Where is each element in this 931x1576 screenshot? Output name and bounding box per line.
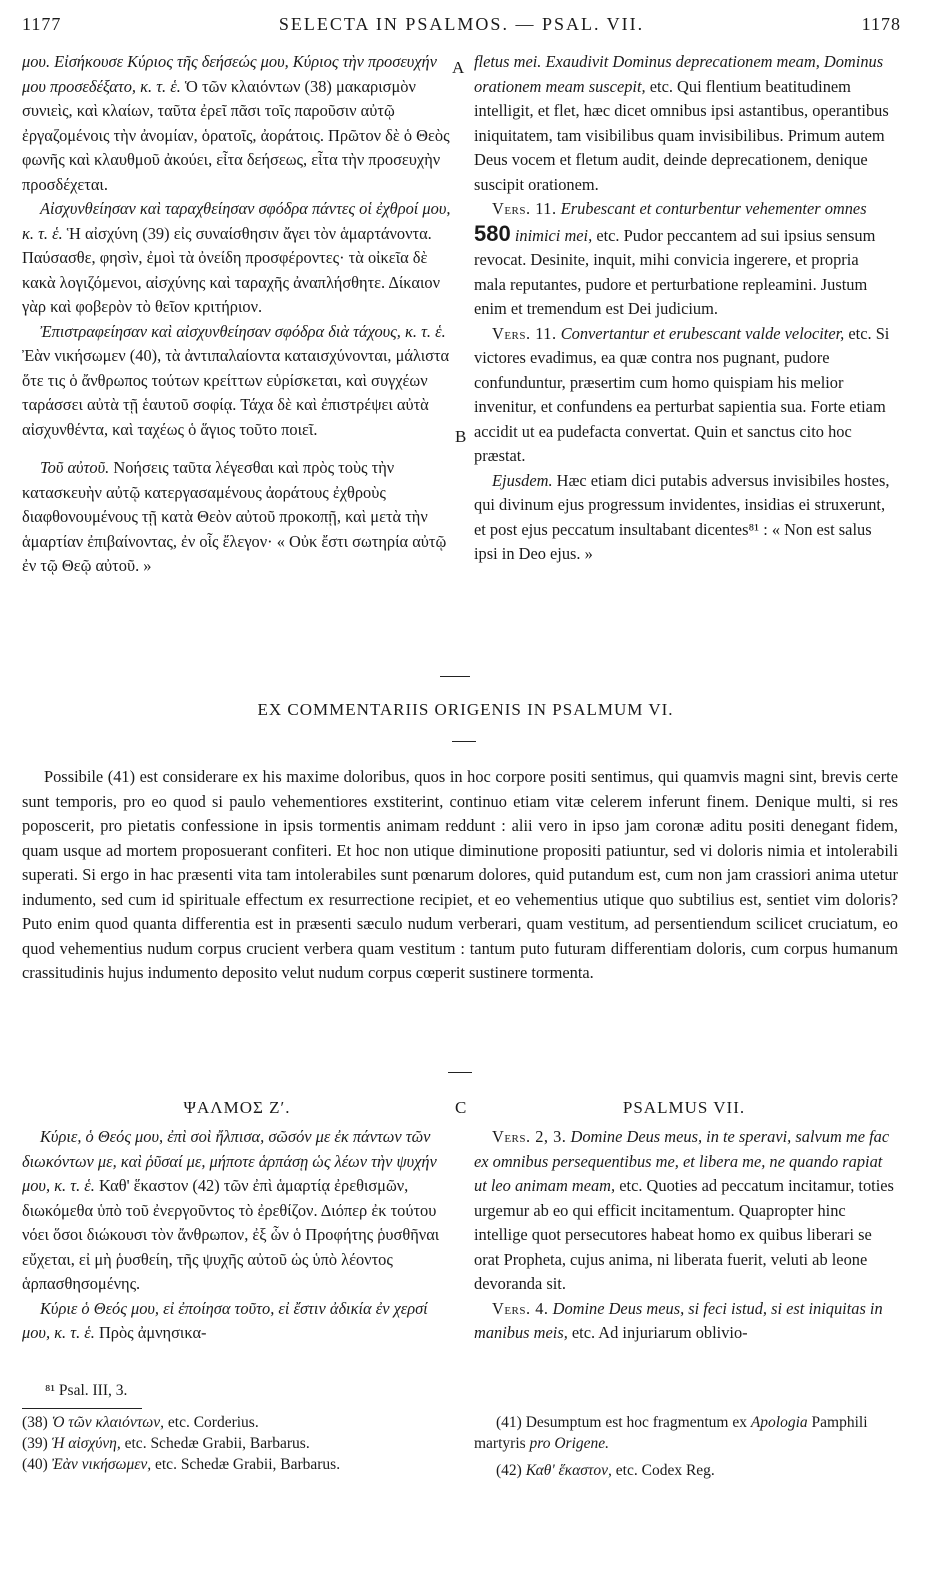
page-number-left: 1177 [22, 14, 62, 34]
latin-paragraph: Vers. 2, 3. Domine Deus meus, in te speravi, salvum me fac ex omnibus persequentibus me, et libera me, ne quando rapiat ut leo animam meam, etc. Quoties ad peccatum incitamur, toties urgemur ab eo qui efficit incitamentum. Quapropter hinc intellige quot persecutores habeat homo ex quibus liberari se orat Propheta, cujus anima, ni liberata fuerit, veluti ab leone devoranda sit. [474, 1127, 894, 1293]
greek-paragraph: Τοῦ αὐτοῦ. Νοήσεις ταῦτα λέγεσθαι καὶ πρὸς τοὺς τὴν κατασκευὴν αὐτῷ κατεργασαμένους ἀοράτους ἐχθροὺς διαφθονουμένους τῇ κατὰ Θεὸν αὐτοῦ προκοπῇ, καὶ μετὰ τὴν ἁμαρτίαν ἐπιβαίνοντας, ἐν οἷς ἔλεγον· « Οὐκ ἔστι σωτηρία αὐτῷ ἐν τῷ Θεῷ αὐτοῦ. » [22, 458, 447, 575]
footnote-42: (42) Καθ' ἕκαστον, etc. Codex Reg. [496, 1462, 715, 1479]
latin-column-top [474, 50, 894, 567]
margin-marker-a: A [452, 58, 465, 77]
latin-paragraph: Vers. 11. Erubescant et conturbentur vehementer omnes 580 inimici mei, etc. Pudor peccantem ad sui ipsius sensum revocat. Desinite, inquit, mihi convicia ingerere, et propria mala reputantes, pudore et perturbatione repleamini. Justum enim et tremendum est Dei judicium. [474, 199, 876, 318]
section-rule [448, 1072, 472, 1073]
page-number-right: 1178 [861, 14, 901, 34]
running-title: SELECTA IN PSALMOS. — PSAL. VII. [278, 14, 645, 34]
commentary-paragraph: Possibile (41) est considerare ex his maxime doloribus, quos in hoc corpore positi sentimus, qui quamvis magni sint, brevis certe sunt temporis, pro eo quod si paulo vehementiores exstiterint, continuo etiam vitæ celerem inferunt finem. Denique multi, si res poposcerit, pro pietatis confessione in ipsis tormentis animam reddunt : alii vero in ipso jam coronæ aditu positi denegant fidem, quam usque ad mortem proposuerant confiteri. Et hoc non utique diminutione propositi patiuntur, sed vi doloris nimia et intolerabili superati. Si ergo in hac præsenti vita tam intolerabiles sunt pœnarum dolores, quid putandum est, cum non jam crassiori anima utetur indumento, sed cum id spirituale effectum ex resurrectione recipiet, et eo vehementius utique quo subtilius est, sentiet vim doloris? Puto enim quod quanta differentia est in præsenti sæculo nudum verberari, quam vestitum, ad persentiendum scilicet cruciatum, eo quod vehementius nudum corpus crucient verbera quam vestitum : tantum puto futuram differentiam doloris, cum corpus humanum crassitudinis hujus indumento deposito velut nudum corpus cœperit sustinere tormenta. [22, 767, 898, 982]
margin-marker-b: B [455, 427, 467, 446]
footnote-40: (40) Ἐὰν νικήσωμεν, etc. Schedæ Grabii, Barbarus. [22, 1456, 341, 1473]
greek-column-bottom [22, 1125, 452, 1346]
verse-ref: Vers. 11. [492, 199, 557, 218]
latin-paragraph: Vers. 4. Domine Deus meus, si feci istud, si est iniquitas in manibus meis, etc. Ad injuriarum oblivio- [474, 1298, 883, 1342]
latin-lemma: Ejusdem. [492, 470, 553, 490]
column-number-badge: 580 [474, 220, 511, 246]
latin-psalm-title: PSALMUS VII. [622, 1098, 746, 1117]
section-title: EX COMMENTARIIS ORIGENIS IN PSALMUM VI. [257, 700, 674, 719]
greek-paragraph: Κύριε ὁ Θεός μου, εἰ ἐποίησα τοῦτο, εἰ ἔστιν ἀδικία ἐν χερσί μου, κ. τ. ἑ. Πρὸς ἀμνησικα- [22, 1298, 428, 1342]
section-rule [440, 676, 470, 677]
greek-lemma: Κύριε, ὁ Θεός μου, ἐπὶ σοὶ ἤλπισα, σῶσόν με ἐκ πάντων τῶν διωκόντων με, καὶ ῥῦσαί με, μήποτε ἁρπάσῃ ὡς λέων τὴν ψυχήν μου, κ. τ. ἑ. [22, 1127, 437, 1195]
verse-ref: Vers. 4. [492, 1298, 549, 1318]
latin-paragraph: fletus mei. Exaudivit Dominus deprecationem meam, Dominus orationem meam suscepit, etc. Qui flentium beatitudinem intelligit, et flet, hæc dicet omnibus ipsi astantibus, operantibus iniquitatem, tam visibilibus quam invisibilibus. Primum autem Deus vocem et fletum audit, deinde deprecationem, denique suscipit orationem. [474, 52, 889, 194]
greek-paragraph: Κύριε, ὁ Θεός μου, ἐπὶ σοὶ ἤλπισα, σῶσόν με ἐκ πάντων τῶν διωκόντων με, καὶ ῥῦσαί με, μήποτε ἁρπάσῃ ὡς λέων τὴν ψυχήν μου, κ. τ. ἑ. Καθ' ἕκαστον (42) τῶν ἐπὶ ἁμαρτίᾳ ἐρεθισμῶν, διωκόμεθα ὑπὸ τοῦ ἐνεργοῦντος τὸ ἐρεθίζον. Διόπερ ἐκ τούτου νόει ὅσοι διώκουσι τὸν ἄνθρωπον, ἐξ ὧν ὁ Προφήτης ῥυσθῆναι εὔχεται, εἰ μὴ ῥυσθείη, τῆς ψυχῆς αὐτοῦ ὡς ὑπὸ λέοντος ἁρπασθησομένης. [22, 1127, 440, 1293]
greek-lemma: Τοῦ αὐτοῦ. [40, 458, 110, 477]
greek-paragraph: Ἐπιστραφείησαν καὶ αἰσχυνθείησαν σφόδρα διὰ τάχους, κ. τ. ἑ. Ἐὰν νικήσωμεν (40), τὰ ἀντιπαλαίοντα καταισχύνονται, μάλιστα ὅτε τις ὁ ἄνθρωπος τούτων κρείττων εὑρίσκεται, καὶ συγχέων ταράσσει αὐτὰ τῇ ἑαυτοῦ σοφίᾳ. Τάχα δὲ καὶ ἐπιστρέψει αὐτὰ αἰσχυνθέντα, καὶ ταχέως ὁ ἅγιος τοῦτο ποιεῖ. [22, 321, 450, 439]
greek-paragraph: μου. Εἰσήκουσε Κύριος τῆς δεήσεώς μου, Κύριος τὴν προσευχήν μου προσεδέξατο, κ. τ. ἑ. Ὁ τῶν κλαιόντων (38) μακαρισμὸν συνιεὶς, καὶ κλαίων, ταῦτα ἐρεῖ πᾶσι τοῖς παροῦσιν αὐτῷ ἐργαζομένοις τὴν ἀνομίαν, ὁρατοῖς, ἀοράτοις. Πρῶτον δὲ ὁ Θεὸς φωνῆς καὶ κλαυθμοῦ ἀκούει, εἶτα δεήσεως, εἶτα τὴν προσευχὴν προσδέχεται. [22, 52, 450, 194]
title-dash [452, 741, 476, 742]
greek-lemma: Αἰσχυνθείησαν καὶ ταραχθείησαν σφόδρα πάντες οἱ ἐχθροί μου, κ. τ. ἑ. [22, 199, 451, 243]
greek-paragraph: Αἰσχυνθείησαν καὶ ταραχθείησαν σφόδρα πάντες οἱ ἐχθροί μου, κ. τ. ἑ. Ἡ αἰσχύνη (39) εἰς συναίσθησιν ἄγει τὸν ἁμαρτάνοντα. Παύσασθε, φησὶν, ἐμοὶ τὰ ὀνείδη προσφέροντες· τὰ οἰκεῖα δὲ κακὰ λογιζόμενοι, αἰσχύνης καὶ ταραχῆς ἀναπλήσθητε. Δίκαιον γὰρ καὶ φοβερὸν τὸ θεῖον κριτήριον. [22, 199, 451, 316]
greek-lemma: μου. Εἰσήκουσε Κύριος τῆς δεήσεώς μου, Κύριος τὴν προσευχήν μου προσεδέξατο, κ. τ. ἑ. [22, 52, 437, 96]
origen-commentary [22, 765, 898, 986]
footnote-rule [22, 1408, 142, 1409]
verse-ref: Vers. 2, 3. [492, 1127, 567, 1146]
footnote-38: (38) Ὁ τῶν κλαιόντων, etc. Corderius. [22, 1414, 259, 1431]
footnote-81: ⁸¹ Psal. III, 3. [45, 1382, 128, 1399]
margin-marker-c: C [455, 1098, 467, 1117]
greek-psalm-title: ΨΑΛΜΟΣ Ζʹ. [183, 1098, 291, 1117]
running-header [22, 14, 901, 44]
footnotes-left [22, 1412, 452, 1475]
latin-column-bottom [474, 1125, 894, 1346]
greek-lemma: Ἐπιστραφείησαν καὶ αἰσχυνθείησαν σφόδρα διὰ τάχους, κ. τ. ἑ. [40, 321, 446, 341]
footnotes-right [474, 1412, 894, 1481]
latin-paragraph: Vers. 11. Convertantur et erubescant valde velociter, etc. Si victores evadimus, ea quæ contra nos pugnant, pudore confunduntur, præsertim cum homo quispiam his melior invenitur, et confundens ea perturbat sapientia sua. Forte etiam accidit ut ea pudefacta convertat. Quin et sanctus cito hoc præstat. [474, 323, 890, 465]
greek-lemma: Κύριε ὁ Θεός μου, εἰ ἐποίησα τοῦτο, εἰ ἔστιν ἀδικία ἐν χερσί μου, κ. τ. ἑ. [22, 1298, 428, 1342]
latin-paragraph: Ejusdem. Hæc etiam dici putabis adversus invisibiles hostes, qui divinum ejus progressum invidentes, insidias ei struxerunt, et post ejus peccatum insultabant dicentes⁸¹ : « Non est salus ipsi in Deo ejus. » [474, 470, 890, 563]
greek-column-top [22, 50, 452, 579]
footnote-39: (39) Ἡ αἰσχύνη, etc. Schedæ Grabii, Barbarus. [22, 1435, 310, 1452]
footnote-41: (41) Desumptum est hoc fragmentum ex Apologia Pamphili martyris pro Origene. [474, 1414, 868, 1452]
verse-ref: Vers. 11. [492, 323, 557, 343]
latin-lemma: fletus mei. Exaudivit Dominus deprecationem meam, Dominus orationem meam suscepit, [474, 52, 884, 96]
footnote-ref: ⁸¹ [748, 519, 760, 539]
